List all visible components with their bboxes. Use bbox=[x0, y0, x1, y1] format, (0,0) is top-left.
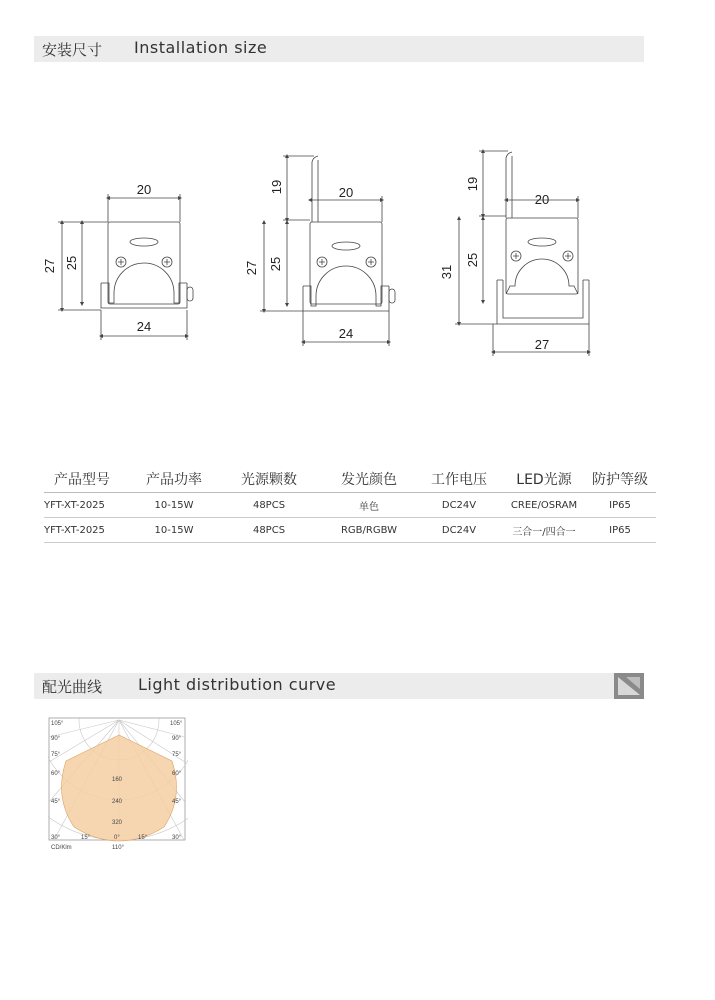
header-led-source: LED光源 bbox=[516, 472, 572, 488]
cell-model: YFT-XT-2025 bbox=[44, 524, 105, 536]
cell-led-source: CREE/OSRAM bbox=[510, 499, 578, 511]
cell-power: 10-15W bbox=[154, 499, 194, 511]
left-angle-label: 30° bbox=[51, 835, 61, 841]
brand-corner-icon bbox=[614, 673, 644, 699]
d2-inner-height: 25 bbox=[268, 256, 283, 272]
header-ip-rating: 防护等级 bbox=[592, 472, 648, 488]
installation-drawings bbox=[0, 140, 715, 370]
d2-outer-height: 27 bbox=[244, 260, 259, 276]
right-angle-label: 75° bbox=[172, 752, 182, 758]
spec-table bbox=[44, 466, 656, 543]
installation-size-title-en: Installation size bbox=[134, 38, 268, 57]
light-distribution-title-cn: 配光曲线 bbox=[42, 678, 103, 696]
light-distribution-title-en: Light distribution curve bbox=[138, 675, 337, 694]
d2-cable-height: 19 bbox=[269, 179, 284, 195]
left-angle-label: 60° bbox=[51, 771, 61, 777]
bottom-angle-label: 0° bbox=[114, 835, 120, 841]
header-model: 产品型号 bbox=[54, 472, 110, 488]
right-angle-label: 90° bbox=[172, 736, 182, 742]
radial-label: 320 bbox=[112, 820, 123, 826]
cell-power: 10-15W bbox=[154, 524, 194, 536]
beam-angle-label: 110° bbox=[112, 845, 124, 851]
d1-inner-height: 25 bbox=[64, 255, 79, 271]
cell-led-count: 48PCS bbox=[252, 524, 286, 536]
installation-size-header bbox=[34, 36, 644, 62]
header-color: 发光颜色 bbox=[341, 472, 397, 488]
d1-bottom-width: 24 bbox=[136, 319, 152, 334]
left-angle-label: 45° bbox=[51, 799, 61, 805]
cell-color: 单色 bbox=[359, 501, 379, 513]
d3-inner-height: 25 bbox=[465, 252, 480, 268]
radial-label: 240 bbox=[112, 799, 123, 805]
right-angle-label: 30° bbox=[172, 835, 182, 841]
cell-voltage: DC24V bbox=[441, 499, 477, 511]
header-voltage: 工作电压 bbox=[431, 472, 487, 488]
cell-ip-rating: IP65 bbox=[609, 524, 631, 536]
header-led-count: 光源颗数 bbox=[241, 472, 297, 488]
d2-top-width: 20 bbox=[338, 185, 354, 200]
d3-bottom-width: 27 bbox=[534, 337, 550, 352]
cell-ip-rating: IP65 bbox=[609, 499, 631, 511]
table-row bbox=[44, 493, 656, 518]
d3-outer-height: 31 bbox=[439, 264, 454, 280]
left-angle-label: 105° bbox=[51, 721, 64, 727]
unit-label: CD/Klm bbox=[51, 845, 72, 851]
spec-table-header bbox=[44, 466, 656, 493]
light-distribution-header bbox=[34, 673, 644, 699]
d2-bottom-width: 24 bbox=[338, 326, 354, 341]
cell-model: YFT-XT-2025 bbox=[44, 499, 105, 511]
cell-voltage: DC24V bbox=[441, 524, 477, 536]
bottom-angle-label: 15° bbox=[138, 835, 148, 841]
header-power: 产品功率 bbox=[146, 472, 202, 488]
cell-led-count: 48PCS bbox=[252, 499, 286, 511]
left-angle-label: 90° bbox=[51, 736, 61, 742]
table-row bbox=[44, 518, 656, 543]
d1-outer-height: 27 bbox=[42, 258, 57, 274]
light-distribution-polar-chart bbox=[48, 717, 188, 853]
right-angle-label: 60° bbox=[172, 771, 182, 777]
cell-color: RGB/RGBW bbox=[340, 524, 397, 536]
d1-top-width: 20 bbox=[136, 182, 152, 197]
cell-led-source: 三合一/四合一 bbox=[512, 526, 576, 538]
right-angle-label: 45° bbox=[172, 799, 182, 805]
radial-label: 160 bbox=[112, 777, 123, 783]
left-angle-label: 75° bbox=[51, 752, 61, 758]
right-angle-label: 105° bbox=[170, 721, 183, 727]
installation-size-title-cn: 安装尺寸 bbox=[42, 41, 103, 59]
d3-top-width: 20 bbox=[534, 192, 550, 207]
d3-cable-height: 19 bbox=[465, 176, 480, 192]
bottom-angle-label: 15° bbox=[81, 835, 91, 841]
